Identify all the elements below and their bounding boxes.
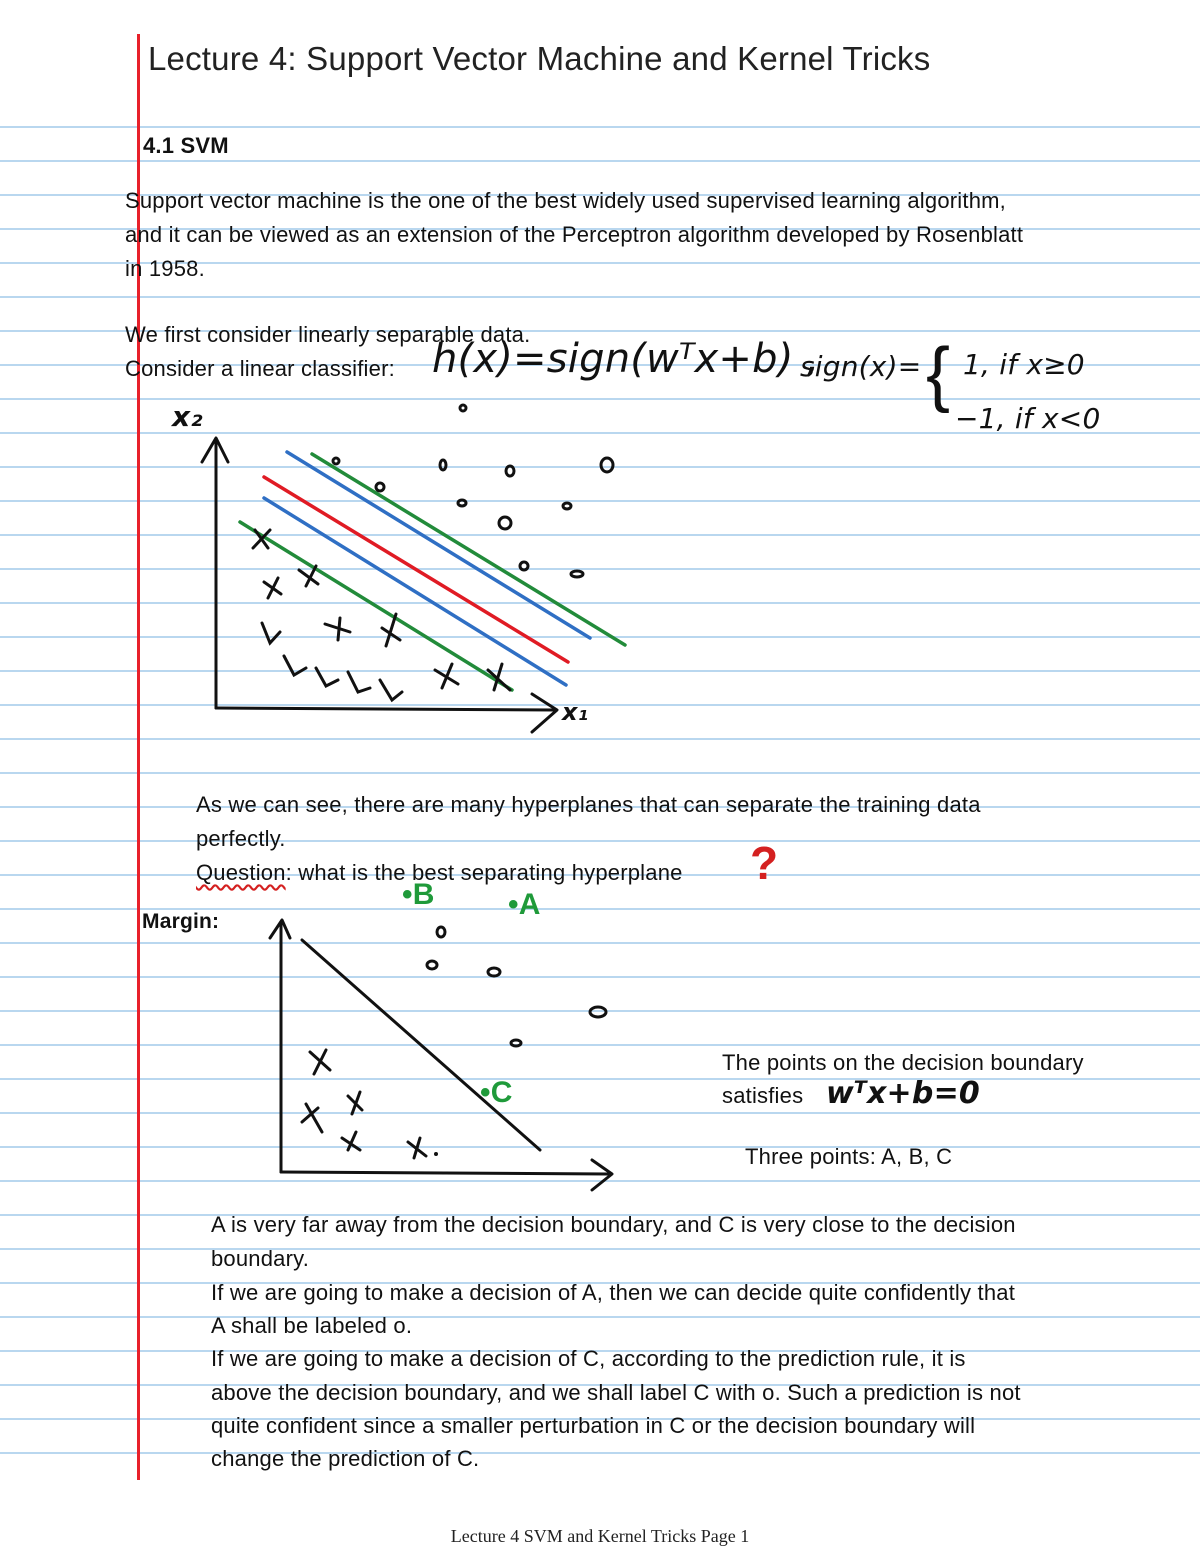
cases-brace: {	[926, 334, 951, 414]
discussion-line-2: boundary.	[211, 1246, 310, 1271]
circle-point	[590, 1007, 606, 1017]
discussion-line-7: quite confident since a smaller perturbation in C or the decision boundary will	[211, 1413, 976, 1438]
page-title: Lecture 4: Support Vector Machine and Kernel Tricks	[148, 40, 931, 77]
discussion-line-1: A is very far away from the decision boundary, and C is very close to the decision	[211, 1212, 1016, 1237]
circle-point	[511, 1040, 521, 1046]
discussion-line-5: If we are going to make a decision of C, according to the prediction rule, it is	[211, 1346, 966, 1371]
circle-point	[427, 961, 437, 969]
boundary-note-line-2: satisfies	[722, 1083, 804, 1108]
discussion-line-8: change the prediction of C.	[211, 1446, 480, 1471]
sign-case-negative: −1, if x<0	[955, 402, 1101, 435]
boundary-note-line-1: The points on the decision boundary	[722, 1050, 1084, 1075]
cross-point	[408, 1138, 426, 1158]
hyperplanes-line-1: As we can see, there are many hyperplanes that can separate the training data	[196, 792, 981, 817]
intro-line-2: and it can be viewed as an extension of the Perceptron algorithm developed by Rosenblatt	[125, 222, 1024, 247]
hyperplanes-line-2: perfectly.	[196, 826, 286, 851]
y-axis-label: x₂	[172, 400, 203, 433]
discussion-line-4: A shall be labeled o.	[211, 1313, 413, 1338]
section-heading: 4.1 SVM	[143, 133, 229, 158]
point-c-label: •C	[480, 1076, 513, 1109]
cross-point	[302, 1104, 322, 1132]
circle-point	[437, 927, 445, 937]
margin-x-axis	[281, 1172, 608, 1174]
question-mark: ?	[750, 837, 779, 889]
question-word: Question	[196, 860, 286, 885]
question-text: : what is the best separating hyperplane	[285, 860, 683, 885]
discussion-line-3: If we are going to make a decision of A, then we can decide quite confidently that	[211, 1280, 1016, 1305]
sign-function-label: sign(x)=	[800, 350, 922, 383]
page-footer: Lecture 4 SVM and Kernel Tricks Page 1	[450, 1526, 750, 1546]
point-b-label: •B	[402, 878, 435, 911]
cross-point	[348, 1092, 362, 1114]
period-dot	[434, 1152, 438, 1156]
hypothesis-formula: h(x)=sign(wᵀx+b) ,	[432, 336, 820, 382]
cross-point	[342, 1132, 360, 1150]
point-a-label: •A	[508, 888, 541, 921]
boundary-equation: wᵀx+b=0	[826, 1076, 980, 1111]
cross-point	[310, 1050, 330, 1074]
margin-heading: Margin:	[142, 910, 220, 933]
discussion-line-6: above the decision boundary, and we shall label C with o. Such a prediction is not	[211, 1380, 1021, 1405]
x-axis-label: x₁	[562, 698, 589, 726]
linear-line-1: We first consider linearly separable data.	[125, 322, 531, 347]
intro-line-3: in 1958.	[125, 256, 205, 281]
intro-line-1: Support vector machine is the one of the best widely used supervised learning algorithm,	[125, 188, 1006, 213]
decision-boundary	[302, 940, 540, 1150]
circle-point	[488, 968, 500, 976]
sign-case-positive: 1, if x≥0	[963, 348, 1085, 381]
linear-line-2: Consider a linear classifier:	[125, 356, 395, 381]
three-points-label: Three points: A, B, C	[745, 1144, 953, 1169]
